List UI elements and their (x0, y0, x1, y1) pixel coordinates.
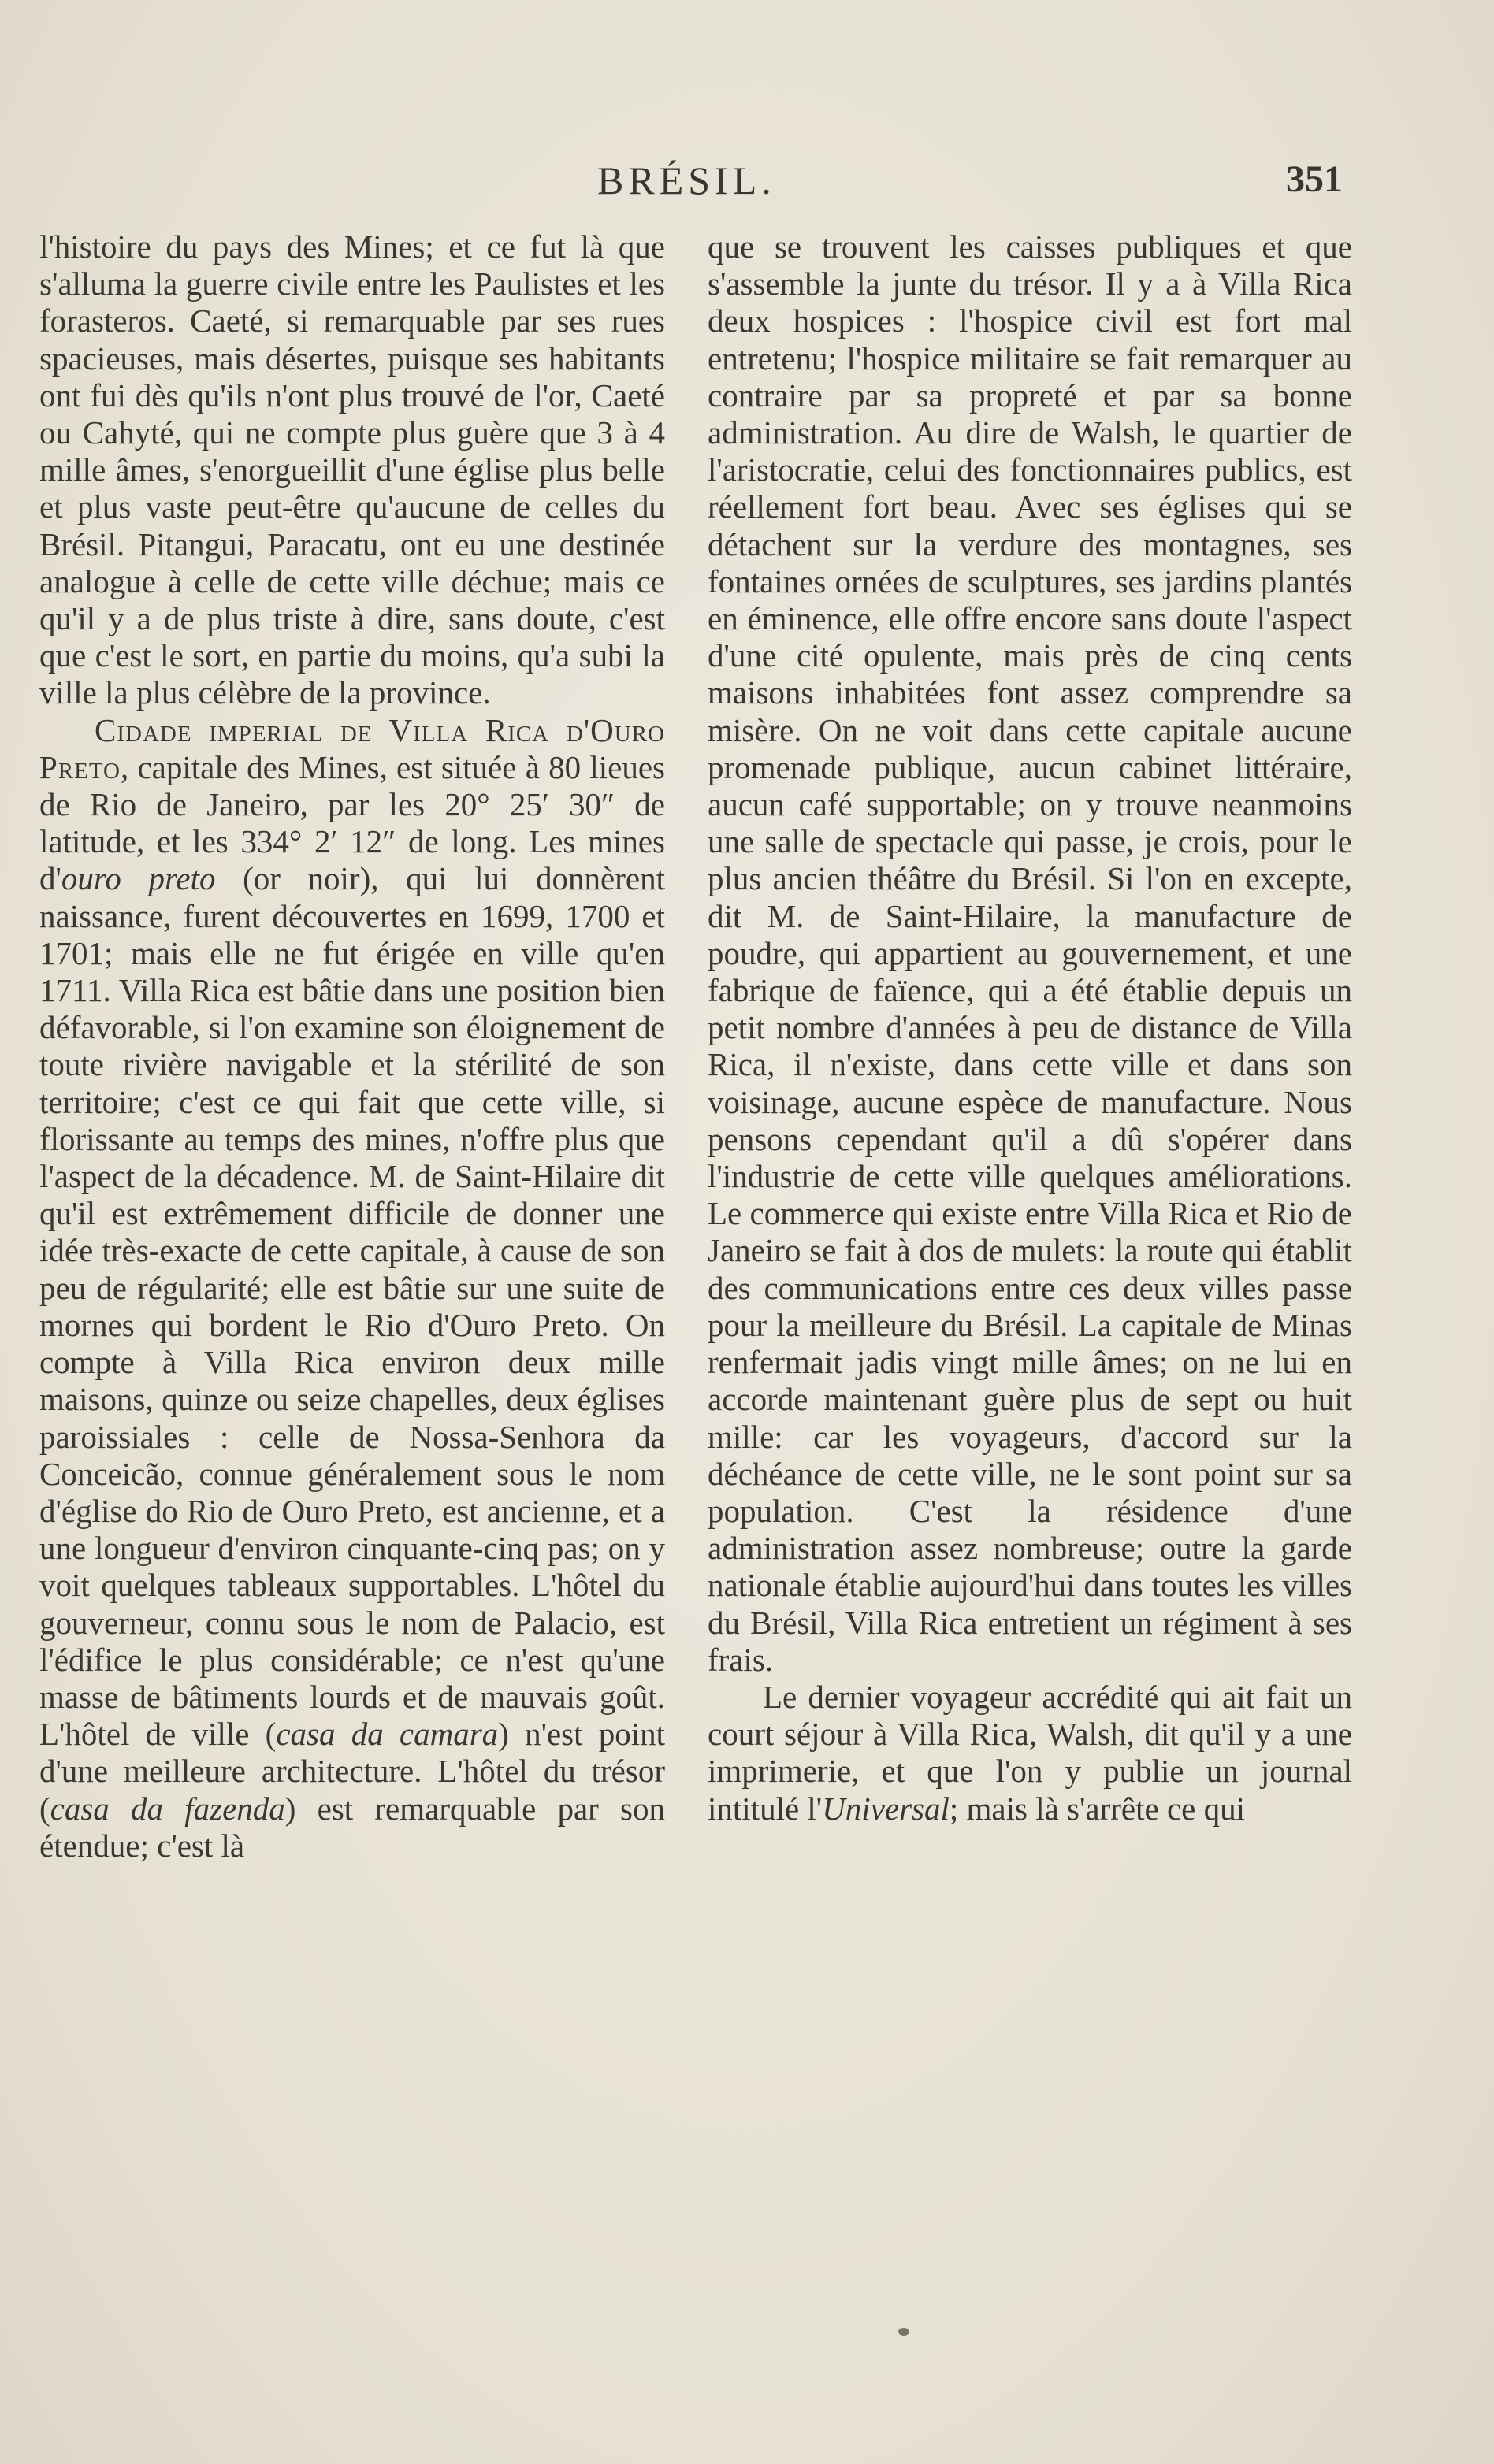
ink-mark (898, 2328, 909, 2336)
paragraph-text: , capitale des Mines, est située à 80 lieues de Rio de Janeiro, par les 20° 25′ 30″ de latitude, et les 334° 2′ 12″ de long. Les mines d' (39, 748, 665, 897)
section-heading: Cidade imperial de Villa Rica d'Ouro Preto (39, 711, 665, 785)
paragraph-text: (or noir), qui lui donnèrent naissance, furent découvertes en 1699, 1700 et 1701; mais elle ne fut érigée en ville qu'en 1711. Villa Rica est bâtie dans une position bien défavorable, si l'on examine son éloignement de toute rivière navigable et la stérilité de son territoire; c'est ce qui fait que cette ville, si florissante au temps des mines, n'offre plus que l'aspect de la décadence. M. de Saint-Hilaire dit qu'il est extrêmement difficile de donner une idée très-exacte de cette capitale, à cause de son peu de régularité; elle est bâtie sur une suite de mornes qui bordent le Rio d'Ouro Preto. On compte à Villa Rica environ deux mille maisons, quinze ou seize chapelles, deux églises paroissiales : celle de Nossa-Senhora da Conceicão, connue généralement sous le nom d'église do Rio de Ouro Preto, est ancienne, et a une longueur d'environ cinquante-cinq pas; on y voit quelques tableaux supportables. L'hôtel du gouverneur, connu sous le nom de Palacio, est l'édifice le plus considérable; ce n'est qu'une masse de bâtiments lourds et de mauvais goût. L'hôtel de ville ( (39, 860, 665, 1753)
paragraph: l'histoire du pays des Mines; et ce fut là que s'alluma la guerre civile entre les Paulistes et les forasteros. Caeté, si remarquable par ses rues spacieuses, mais désertes, puisque ses habitants ont fui dès qu'ils n'ont plus trouvé de l'or, Caeté ou Cahyté, qui ne compte plus guère que 3 à 4 mille âmes, s'enorgueillit d'une église plus belle et plus vaste peut-être qu'aucune de celles du Brésil. Pitangui, Paracatu, ont eu une destinée analogue à celle de cette ville déchue; mais ce qu'il y a de plus triste à dire, sans doute, c'est que c'est le sort, en partie du moins, qu'a subi la ville la plus célèbre de la province. (39, 228, 665, 711)
italic-term: casa da fazenda (50, 1790, 285, 1827)
right-column (708, 228, 1352, 1828)
italic-term: ouro preto (61, 860, 216, 897)
paragraph-text: ; mais là s'arrête ce qui (949, 1790, 1245, 1827)
italic-term: casa da camara (276, 1716, 499, 1753)
left-column (39, 228, 665, 1865)
paragraph-text: ) n'est point d'une meilleure architecture. L'hôtel du trésor ( (39, 1716, 666, 1827)
paragraph-text: ) est remarquable par son étendue; c'est là (39, 1790, 665, 1864)
running-title: BRÉSIL. (597, 158, 776, 202)
italic-term: Universal (822, 1790, 950, 1827)
paragraph (39, 712, 665, 1865)
paragraph: que se trouvent les caisses publiques et que s'assemble la junte du trésor. Il y a à Villa Rica deux hospices : l'hospice civil est fort mal entretenu; l'hospice militaire se fait remarquer au contraire par sa propreté et par sa bonne administration. Au dire de Walsh, le quartier de l'aristocratie, celui des fonctionnaires publics, est réellement fort beau. Avec ses églises qui se détachent sur la verdure des montagnes, ses fontaines ornées de sculptures, ses jardins plantés en éminence, elle offre encore sans doute l'aspect d'une cité opulente, mais près de cinq cents maisons inhabitées font assez comprendre sa misère. On ne voit dans cette capitale aucune promenade publique, aucun cabinet littéraire, aucun café supportable; on y trouve neanmoins une salle de spectacle qui passe, je crois, pour le plus ancien théâtre du Brésil. Si l'on en excepte, dit M. de Saint-Hilaire, la manufacture de poudre, qui appartient au gouvernement, et une fabrique de faïence, qui a été établie depuis un petit nombre d'années à peu de distance de Villa Rica, il n'existe, dans cette ville et dans son voisinage, aucune espèce de manufacture. Nous pensons cependant qu'il a dû s'opérer dans l'industrie de cette ville quelques améliorations. Le commerce qui existe entre Villa Rica et Rio de Janeiro se fait à dos de mulets: la route qui établit des communications entre ces deux villes passe pour la meilleure du Brésil. La capitale de Minas renfermait jadis vingt mille âmes; on ne lui en accorde maintenant guère plus de sept ou huit mille: car les voyageurs, d'accord sur la déchéance de cette ville, ne le sont point sur sa population. C'est la résidence d'une administration assez nombreuse; outre la garde nationale établie aujourd'hui dans toutes les villes du Brésil, Villa Rica entretient un régiment à ses frais. (708, 228, 1352, 1678)
paragraph (708, 1679, 1352, 1828)
page-number: 351 (1286, 158, 1343, 200)
paragraph-text: Le dernier voyageur accrédité qui ait fait un court séjour à Villa Rica, Walsh, dit qu'il y a une imprimerie, et que l'on y publie un journal intitulé l' (708, 1678, 1352, 1827)
page-header (0, 158, 1494, 213)
